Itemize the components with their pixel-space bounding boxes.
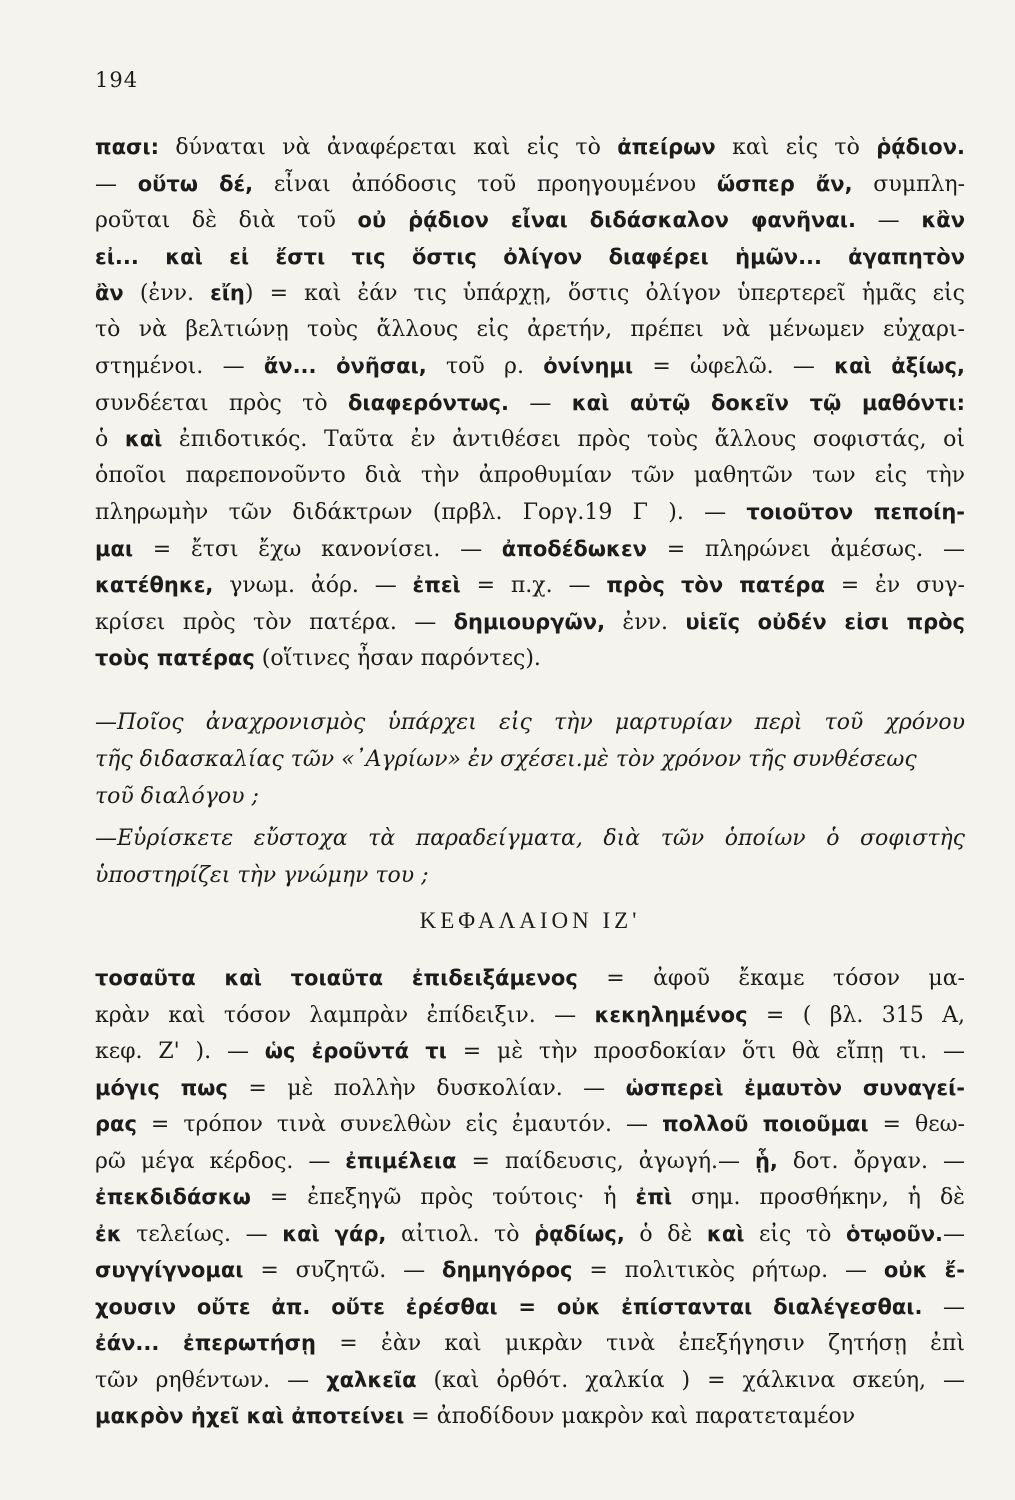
- lemma: καὶ: [124, 427, 163, 451]
- lemma: ἀγαπητὸν: [848, 244, 965, 269]
- gloss: = ἐν συγ-: [824, 573, 965, 598]
- lemma: πολλοῦ ποιοῦμαι: [662, 1112, 869, 1136]
- chapter-heading: ΚΕΦΑΛΑΙΟΝ ΙΖ': [419, 908, 641, 933]
- gloss: = πολιτικὸς ρήτωρ. —: [572, 1258, 884, 1283]
- gloss: ἐνν.: [605, 609, 686, 635]
- gloss: τῶν ρηθέντων. —: [95, 1367, 327, 1393]
- lemma: ἂν: [95, 281, 124, 305]
- lemma: καὶ ἀξίως,: [834, 354, 965, 378]
- lemma: ρας: [95, 1112, 137, 1136]
- lemma: ἐκ: [95, 1221, 122, 1246]
- lemma: χαλκεῖα: [326, 1367, 417, 1392]
- gloss: = π.χ. —: [460, 573, 607, 598]
- text-line: [95, 202, 965, 239]
- lemma: ὁτῳοῦν.: [846, 1221, 943, 1246]
- gloss: τελείως. —: [121, 1221, 283, 1247]
- gloss: —: [922, 1294, 965, 1320]
- lemma: ᾗ,: [754, 1148, 778, 1173]
- gloss: ρῶ μέγα κέρδος. —: [95, 1148, 346, 1174]
- gloss: = πληρώνει ἀμέσως. —: [646, 536, 965, 562]
- text-line: [95, 1252, 965, 1289]
- gloss: στημένοι. —: [95, 354, 264, 379]
- gloss: = ἐπεξηγῶ πρὸς τούτοις· ἡ: [250, 1185, 636, 1210]
- gloss: τὸ νὰ βελτιώνῃ τοὺς ἄλλους εἰς ἀρετήν, πρέπει νὰ μένωμεν εὐχαρι-: [95, 316, 965, 342]
- text-line: [95, 1179, 965, 1216]
- lemma: μόγις πως: [95, 1075, 228, 1100]
- lemma: ἐπεκδιδάσκω: [95, 1185, 251, 1209]
- gloss: συμπλη-: [852, 171, 965, 197]
- gloss: κρίσει πρὸς τὸν πατέρα. —: [95, 609, 454, 635]
- gloss: = συζητῶ. —: [243, 1258, 443, 1283]
- gloss: κεφ. Ζ' ). —: [95, 1039, 265, 1064]
- text-line: [95, 494, 965, 531]
- commentary-top: [95, 129, 965, 677]
- commentary-bottom: [95, 960, 965, 1435]
- text-line: [95, 1325, 965, 1362]
- gloss: ἐπιδοτικός. Ταῦτα ἐν ἀντιθέσει πρὸς τοὺς ἄλλους σοφιστάς, οἱ: [162, 427, 965, 452]
- lemma: συγγίγνομαι: [95, 1258, 244, 1282]
- lemma: κατέθηκε,: [95, 573, 214, 597]
- gloss: = τρόπον τινὰ συνελθὼν εἰς ἐμαυτόν. —: [136, 1112, 663, 1137]
- gloss: κρὰν καὶ τόσον λαμπρὰν ἐπίδειξιν. —: [95, 1002, 595, 1028]
- gloss: = ὠφελῶ. —: [633, 354, 835, 379]
- gloss: ροῦται δὲ διὰ τοῦ: [95, 208, 358, 233]
- lemma: καὶ αὐτῷ δοκεῖν τῷ μαθόντι:: [571, 390, 965, 415]
- question-line: —Εὑρίσκετε εὔστοχα τὰ παραδείγματα, διὰ τῶν ὁποίων ὁ σοφιστὴς: [95, 826, 965, 851]
- gloss: [822, 245, 848, 270]
- text-line: [95, 1070, 965, 1107]
- gloss: = ἀφοῦ ἔκαμε τόσον μα-: [577, 966, 965, 991]
- lemma: ἀπείρων: [617, 135, 716, 159]
- gloss: ὁ δὲ: [624, 1221, 707, 1247]
- lemma: εἴη: [210, 281, 245, 305]
- lemma: ὀνίνημι: [543, 354, 634, 378]
- text-line: [95, 239, 965, 276]
- lemma: πασι:: [95, 135, 159, 159]
- gloss: = ( βλ. 315 Α,: [747, 1002, 965, 1028]
- lemma: ἀποδέδωκεν: [501, 536, 647, 561]
- gloss: —: [855, 208, 922, 233]
- text-line: [95, 1362, 965, 1399]
- text-line: [95, 531, 965, 568]
- text-line: [95, 166, 965, 203]
- gloss: (ἐνν.: [123, 281, 211, 306]
- lemma: υἱεῖς οὐδέν εἰσι πρὸς: [685, 609, 965, 634]
- gloss: ὁποῖοι παρεπονοῦντο διὰ τὴν ἀπροθυμίαν τῶν μαθητῶν των εἰς τὴν: [95, 462, 965, 488]
- gloss: (οἵτινες ἦσαν παρόντες).: [254, 646, 541, 671]
- text-line: [95, 421, 965, 458]
- text-line: [95, 1289, 965, 1326]
- study-questions: [95, 704, 965, 894]
- text-line: [95, 348, 965, 385]
- gloss: —: [508, 390, 572, 416]
- text-line: [95, 1143, 965, 1180]
- text-line: [95, 312, 965, 349]
- gloss: ὁ: [95, 427, 125, 452]
- text-line: [95, 275, 965, 312]
- gloss: = μὲ τὴν προσδοκίαν ὅτι θὰ εἴπῃ τι. —: [446, 1039, 965, 1064]
- question-line: ὑποστηρίζει τὴν γνώμην του ;: [95, 863, 429, 888]
- text-line: [95, 960, 965, 997]
- lemma: ὡς ἐροῦντά τι: [264, 1039, 447, 1063]
- page-number: 194: [95, 68, 139, 92]
- lemma: καὶ: [706, 1221, 745, 1246]
- gloss: εἰς τὸ: [744, 1221, 846, 1247]
- gloss: πληρωμὴν τῶν διδάκτρων (πρβλ. Γοργ.19 Γ ). —: [95, 500, 747, 525]
- question-line: τοῦ διαλόγου ;: [95, 784, 259, 809]
- text-line: [95, 997, 965, 1034]
- gloss: συνδέεται πρὸς τὸ: [95, 390, 348, 416]
- lemma: πρὸς τὸν πατέρα: [606, 573, 825, 597]
- text-line: [95, 640, 965, 677]
- gloss: (καὶ ὀρθότ. χαλκία ) = χάλκινα σκεύη, —: [416, 1367, 965, 1393]
- lemma: ἄν... ὀνῆσαι,: [263, 354, 427, 378]
- gloss: ) = καὶ ἐάν τις ὑπάρχῃ, ὅστις ὀλίγον ὑπερτερεῖ ἡμᾶς εἰς: [244, 281, 965, 306]
- lemma: οὐ ῥᾴδιον εἶναι διδάσκαλον φανῆναι.: [357, 208, 856, 232]
- gloss: καὶ εἰς τὸ: [715, 135, 877, 160]
- lemma: ῥᾳδίως,: [534, 1221, 625, 1246]
- lemma: τοὺς πατέρας: [95, 646, 255, 670]
- lemma: τοσαῦτα καὶ τοιαῦτα ἐπιδειξάμενος: [95, 966, 578, 990]
- lemma: οὕτω δέ,: [137, 171, 254, 196]
- lemma: δημηγόρος: [442, 1258, 573, 1282]
- lemma: μαι: [95, 536, 134, 561]
- gloss: = ἐὰν καὶ μικρὰν τινὰ ἐπεξήγησιν ζητήσῃ ἐπὶ: [315, 1331, 965, 1356]
- lemma: εἰ... καὶ εἰ ἔστι τις ὅστις ὀλίγον διαφέρει ἡμῶν...: [95, 244, 823, 269]
- gloss: αἰτιολ. τὸ: [386, 1221, 535, 1247]
- text-line: [95, 1216, 965, 1253]
- gloss: εἶναι ἀπόδοσις τοῦ προηγουμένου: [253, 171, 717, 197]
- text-line: [95, 129, 965, 166]
- gloss: —: [942, 1221, 965, 1247]
- lemma: καὶ γάρ,: [282, 1221, 387, 1246]
- text-line: [95, 1106, 965, 1143]
- lemma: διαφερόντως.: [347, 390, 509, 415]
- question-line: —Ποῖος ἀναχρονισμὸς ὑπάρχει εἰς τὴν μαρτυρίαν περὶ τοῦ χρόνου: [95, 710, 965, 735]
- gloss: γνωμ. ἀόρ. —: [213, 573, 413, 598]
- gloss: = ἀποδίδουν μακρὸν καὶ παρατεταμέον: [404, 1404, 856, 1429]
- gloss: —: [95, 171, 138, 197]
- gloss: = παίδευσις, ἀγωγή.—: [456, 1148, 755, 1174]
- lemma: ῥᾴδιον.: [876, 135, 965, 159]
- lemma: μακρὸν ἠχεῖ καὶ ἀποτείνει: [95, 1404, 405, 1428]
- lemma: ἐπὶ: [635, 1185, 672, 1209]
- text-line: [95, 458, 965, 495]
- text-line: [95, 604, 965, 641]
- gloss: δύναται νὰ ἀναφέρεται καὶ εἰς τὸ: [158, 135, 618, 160]
- lemma: ἐπεὶ: [412, 573, 461, 597]
- lemma: ἐπιμέλεια: [345, 1148, 457, 1173]
- gloss: τοῦ ρ.: [426, 354, 544, 379]
- gloss: = θεω-: [868, 1112, 965, 1137]
- lemma: δημιουργῶν,: [453, 609, 606, 634]
- lemma: κἂν: [921, 208, 965, 232]
- gloss: δοτ. ὄργαν. —: [777, 1148, 965, 1174]
- lemma: χουσιν οὔτε ἀπ. οὔτε ἐρέσθαι = οὐκ ἐπίστανται διαλέγεσθαι.: [95, 1294, 923, 1319]
- lemma: ὥσπερ ἄν,: [716, 171, 853, 196]
- lemma: ἐάν... ἐπερωτήσῃ: [95, 1331, 316, 1355]
- text-line: [95, 567, 965, 604]
- gloss: = μὲ πολλὴν δυσκολίαν. —: [227, 1075, 626, 1101]
- question-line: τῆς διδασκαλίας τῶν «᾿Αγρίων» ἐν σχέσει.μὲ τὸν χρόνον τῆς συνθέσεως: [95, 747, 917, 772]
- gloss: = ἔτσι ἔχω κανονίσει. —: [133, 536, 502, 562]
- lemma: κεκηλημένος: [594, 1002, 748, 1027]
- lemma: οὐκ ἔ-: [883, 1258, 965, 1282]
- lemma: τοιοῦτον πεποίη-: [746, 500, 965, 524]
- gloss: σημ. προσθήκην, ἡ δὲ: [672, 1185, 965, 1210]
- text-line: [95, 385, 965, 422]
- text-line: [95, 1398, 965, 1435]
- text-line: [95, 1033, 965, 1070]
- lemma: ὡσπερεὶ ἐμαυτὸν συναγεί-: [625, 1075, 965, 1100]
